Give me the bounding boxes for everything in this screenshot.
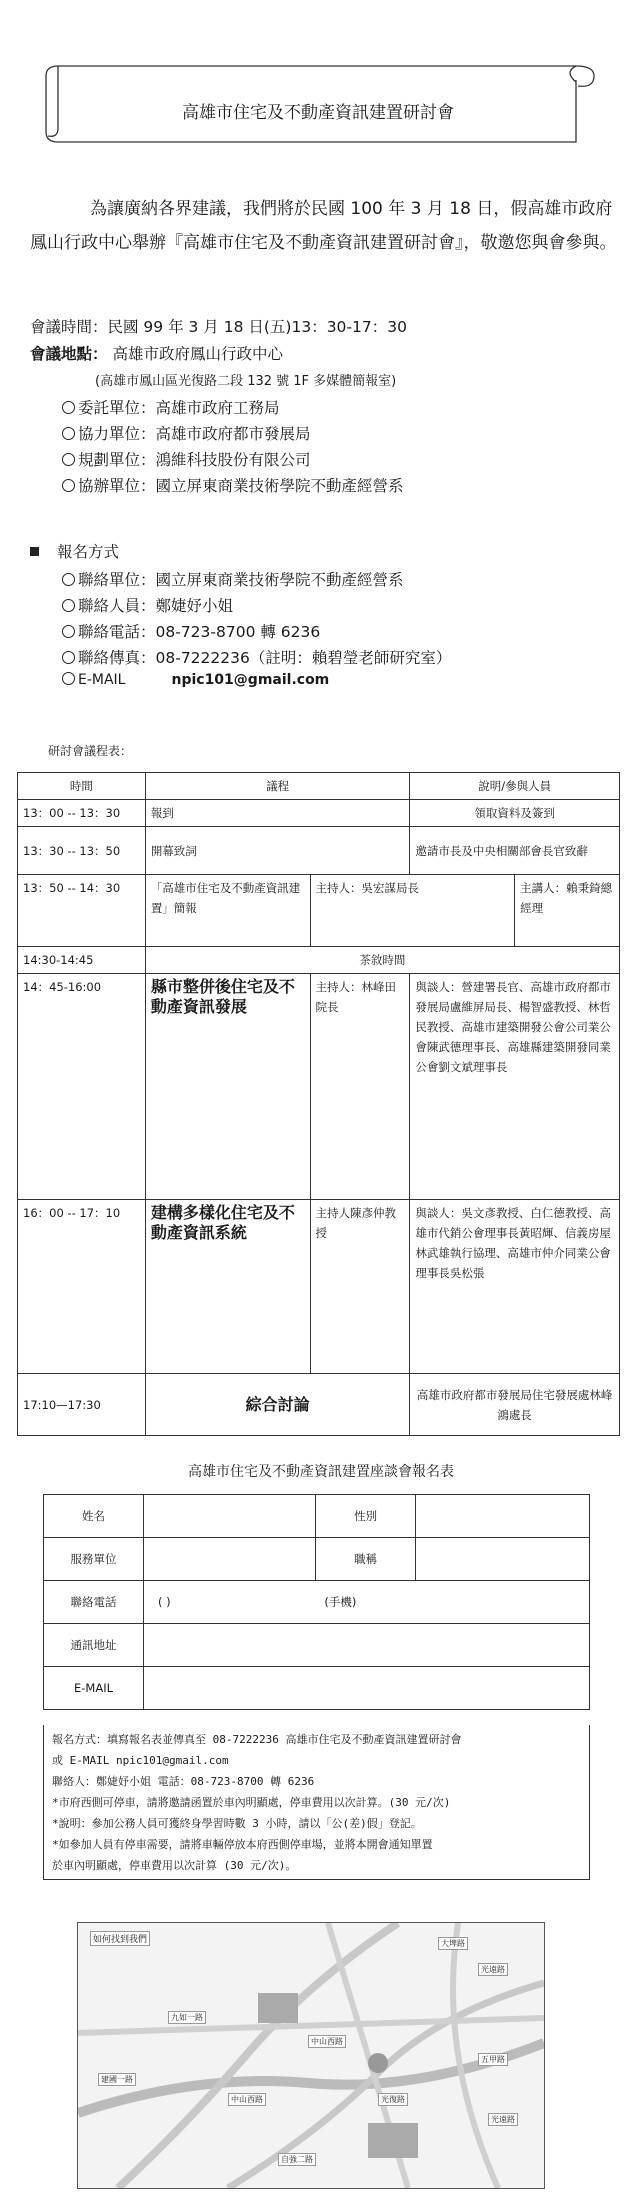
map-label: 五甲路 — [478, 2053, 508, 2066]
schedule-time: 13：00 -- 13：30 — [18, 800, 146, 827]
map-label: 大埤路 — [438, 1937, 468, 1950]
meeting-place-label: 會議地點： — [30, 345, 108, 363]
schedule-time: 13：30 -- 13：50 — [18, 827, 146, 875]
schedule-item: 「高雄市住宅及不動產資訊建置」簡報 — [145, 875, 310, 947]
meeting-time: 會議時間：民國 99 年 3 月 18 日(五)13：30-17：30 — [30, 318, 407, 336]
header-agenda: 議程 — [145, 773, 410, 800]
schedule-item: 開幕致詞 — [145, 827, 410, 875]
table-row — [18, 800, 620, 827]
schedule-host: 主持人陳彥仲教授 — [310, 1200, 410, 1374]
intro-paragraph — [30, 192, 620, 260]
unit-row — [62, 448, 311, 470]
table-row — [18, 1374, 620, 1436]
circle-bullet-icon — [62, 573, 75, 586]
contact-fax: 聯絡傳真：08-7222236（註明：賴碧瑩老師研究室） — [78, 649, 452, 667]
schedule-item: 建構多樣化住宅及不動產資訊系統 — [145, 1200, 310, 1374]
contact-row — [62, 646, 451, 668]
schedule-time: 14:30-14:45 — [18, 947, 146, 974]
unit-planning: 規劃單位：鴻維科技股份有限公司 — [78, 451, 311, 469]
map-label: 中山西路 — [308, 2035, 346, 2048]
unit-commission: 委託單位：高雄市政府工務局 — [78, 399, 280, 417]
note-line: *說明：參加公務人員可獲終身學習時數 3 小時，請以「公(差)假」登記。 — [52, 1817, 422, 1830]
note-line: *市府西側可停車，請將邀請函置於車內明顯處，停車費用以次計算。(30 元/次) — [52, 1796, 451, 1809]
title-field[interactable] — [416, 1538, 590, 1581]
phone-field[interactable] — [144, 1581, 590, 1624]
note-line: *如參加人員有停車需要，請將車輛停放本府西側停車場，並將本開會通知單置 — [52, 1838, 433, 1851]
circle-bullet-icon — [62, 625, 75, 638]
unit-row — [62, 396, 280, 418]
phone-label: 聯絡電話 — [44, 1581, 144, 1624]
unit-row — [62, 474, 404, 496]
table-row — [18, 875, 620, 947]
unit-field[interactable] — [144, 1538, 316, 1581]
title-label: 職稱 — [315, 1538, 416, 1581]
registration-form — [43, 1494, 590, 1710]
email-label: E-MAIL — [44, 1667, 144, 1710]
circle-bullet-icon — [62, 672, 75, 685]
map-label: 建國一路 — [98, 2073, 136, 2086]
circle-bullet-icon — [62, 427, 75, 440]
table-row — [18, 974, 620, 1200]
gender-field[interactable] — [416, 1495, 590, 1538]
schedule-time: 16：00 -- 17：10 — [18, 1200, 146, 1374]
map-roads-graphic — [78, 1923, 544, 2188]
note-line: 聯絡人：鄭婕妤小姐 電話：08-723-8700 轉 6236 — [52, 1775, 315, 1788]
contact-row — [62, 620, 320, 642]
schedule-item: 綜合討論 — [145, 1374, 410, 1436]
contact-email-row — [62, 672, 329, 688]
contact-row — [62, 594, 233, 616]
table-row — [44, 1581, 590, 1624]
meeting-address: (高雄市鳳山區光復路二段 132 號 1F 多媒體簡報室) — [95, 374, 397, 389]
schedule-time: 14：45-16:00 — [18, 974, 146, 1200]
square-bullet-icon — [30, 547, 39, 556]
email-value[interactable]: npic101@gmail.com — [171, 672, 330, 688]
table-row — [44, 1538, 590, 1581]
note-line: 報名方式：填寫報名表並傳真至 08-7222236 高雄市住宅及不動產資訊建置研討會 — [52, 1733, 462, 1746]
contact-unit: 聯絡單位：國立屏東商業技術學院不動產經營系 — [78, 571, 404, 589]
schedule-table — [17, 772, 620, 1436]
table-row — [18, 827, 620, 875]
location-map — [77, 1922, 545, 2189]
name-field[interactable] — [144, 1495, 316, 1538]
schedule-panel: 與談人：營建署長官、高雄市政府都市發展局盧維屏局長、楊智盛教授、林哲民教授、高雄市建築開發公會公司業公會陳武德理事長、高雄縣建築開發同業公會劉文斌理事長 — [410, 974, 620, 1200]
schedule-panel: 與談人：吳文彥教授、白仁德教授、高雄市代銷公會理事長黃昭輝、信義房屋林武雄執行協理、高雄市仲介同業公會理事長吳松張 — [410, 1200, 620, 1374]
gender-label: 性別 — [315, 1495, 416, 1538]
schedule-host: 主持人：吳宏謀局長 — [310, 875, 515, 947]
schedule-title: 研討會議程表： — [48, 744, 133, 758]
table-row — [44, 1624, 590, 1667]
table-row — [44, 1495, 590, 1538]
header-participants: 說明/參與人員 — [410, 773, 620, 800]
circle-bullet-icon — [62, 401, 75, 414]
table-row — [18, 1200, 620, 1374]
schedule-desc: 領取資料及簽到 — [410, 800, 620, 827]
address-field[interactable] — [144, 1624, 590, 1667]
schedule-time: 13：50 -- 14：30 — [18, 875, 146, 947]
address-label: 通訊地址 — [44, 1624, 144, 1667]
circle-bullet-icon — [62, 651, 75, 664]
schedule-time: 17:10—17:30 — [18, 1374, 146, 1436]
contact-person: 聯絡人員：鄭婕妤小姐 — [78, 597, 234, 615]
map-label: 光遠路 — [478, 1963, 508, 1976]
meeting-place-line — [30, 342, 283, 364]
contact-row — [62, 568, 404, 590]
schedule-host: 主持人：林峰田院長 — [310, 974, 410, 1200]
map-title: 如何找到我們 — [90, 1931, 150, 1946]
unit-cooperation: 協力單位：高雄市政府都市發展局 — [78, 425, 311, 443]
note-line: 或 E-MAIL npic101@gmail.com — [52, 1754, 229, 1767]
map-label: 光復路 — [378, 2093, 408, 2106]
banner-title: 高雄市住宅及不動產資訊建置研討會 — [182, 103, 454, 123]
map-label: 中山西路 — [228, 2093, 266, 2106]
schedule-speaker: 主講人：賴秉錡總經理 — [515, 875, 620, 947]
registration-notes — [43, 1725, 590, 1880]
unit-row — [62, 422, 311, 444]
registration-heading-line — [30, 540, 119, 562]
schedule-item: 茶敘時間 — [145, 947, 619, 974]
circle-bullet-icon — [62, 599, 75, 612]
header-time: 時間 — [18, 773, 146, 800]
schedule-item: 報到 — [145, 800, 410, 827]
form-title: 高雄市住宅及不動產資訊建置座談會報名表 — [188, 1464, 454, 1480]
schedule-item: 縣市整併後住宅及不動產資訊發展 — [145, 974, 310, 1200]
mobile-label: (手機) — [324, 1595, 357, 1609]
map-label: 光遠路 — [488, 2113, 518, 2126]
schedule-desc: 高雄市政府都市發展局住宅發展處林峰鴻處長 — [410, 1374, 620, 1436]
table-row — [44, 1667, 590, 1710]
meeting-place: 高雄市政府鳳山行政中心 — [112, 345, 283, 363]
map-label: 自強二路 — [278, 2153, 316, 2166]
title-banner — [28, 52, 608, 144]
name-label: 姓名 — [44, 1495, 144, 1538]
note-line: 於車內明顯處，停車費用以次計算 (30 元/次)。 — [52, 1859, 297, 1872]
circle-bullet-icon — [62, 479, 75, 492]
email-label: E-MAIL — [78, 672, 126, 688]
unit-co-organizer: 協辦單位：國立屏東商業技術學院不動產經營系 — [78, 477, 404, 495]
table-row — [18, 773, 620, 800]
intro-text: 為讓廣納各界建議，我們將於民國 100 年 3 月 18 日，假高雄市政府鳳山行政中心舉辦『高雄市住宅及不動產資訊建置研討會』，敬邀您與會參與。 — [30, 199, 617, 253]
circle-bullet-icon — [62, 453, 75, 466]
registration-heading: 報名方式 — [57, 543, 120, 561]
table-row — [18, 947, 620, 974]
map-label: 九如一路 — [168, 2011, 206, 2024]
phone-area-code: ( ) — [158, 1595, 171, 1609]
email-field[interactable] — [144, 1667, 590, 1710]
contact-phone: 聯絡電話：08-723-8700 轉 6236 — [78, 623, 321, 641]
unit-label: 服務單位 — [44, 1538, 144, 1581]
schedule-desc: 邀請市長及中央相關部會長官致辭 — [410, 827, 620, 875]
